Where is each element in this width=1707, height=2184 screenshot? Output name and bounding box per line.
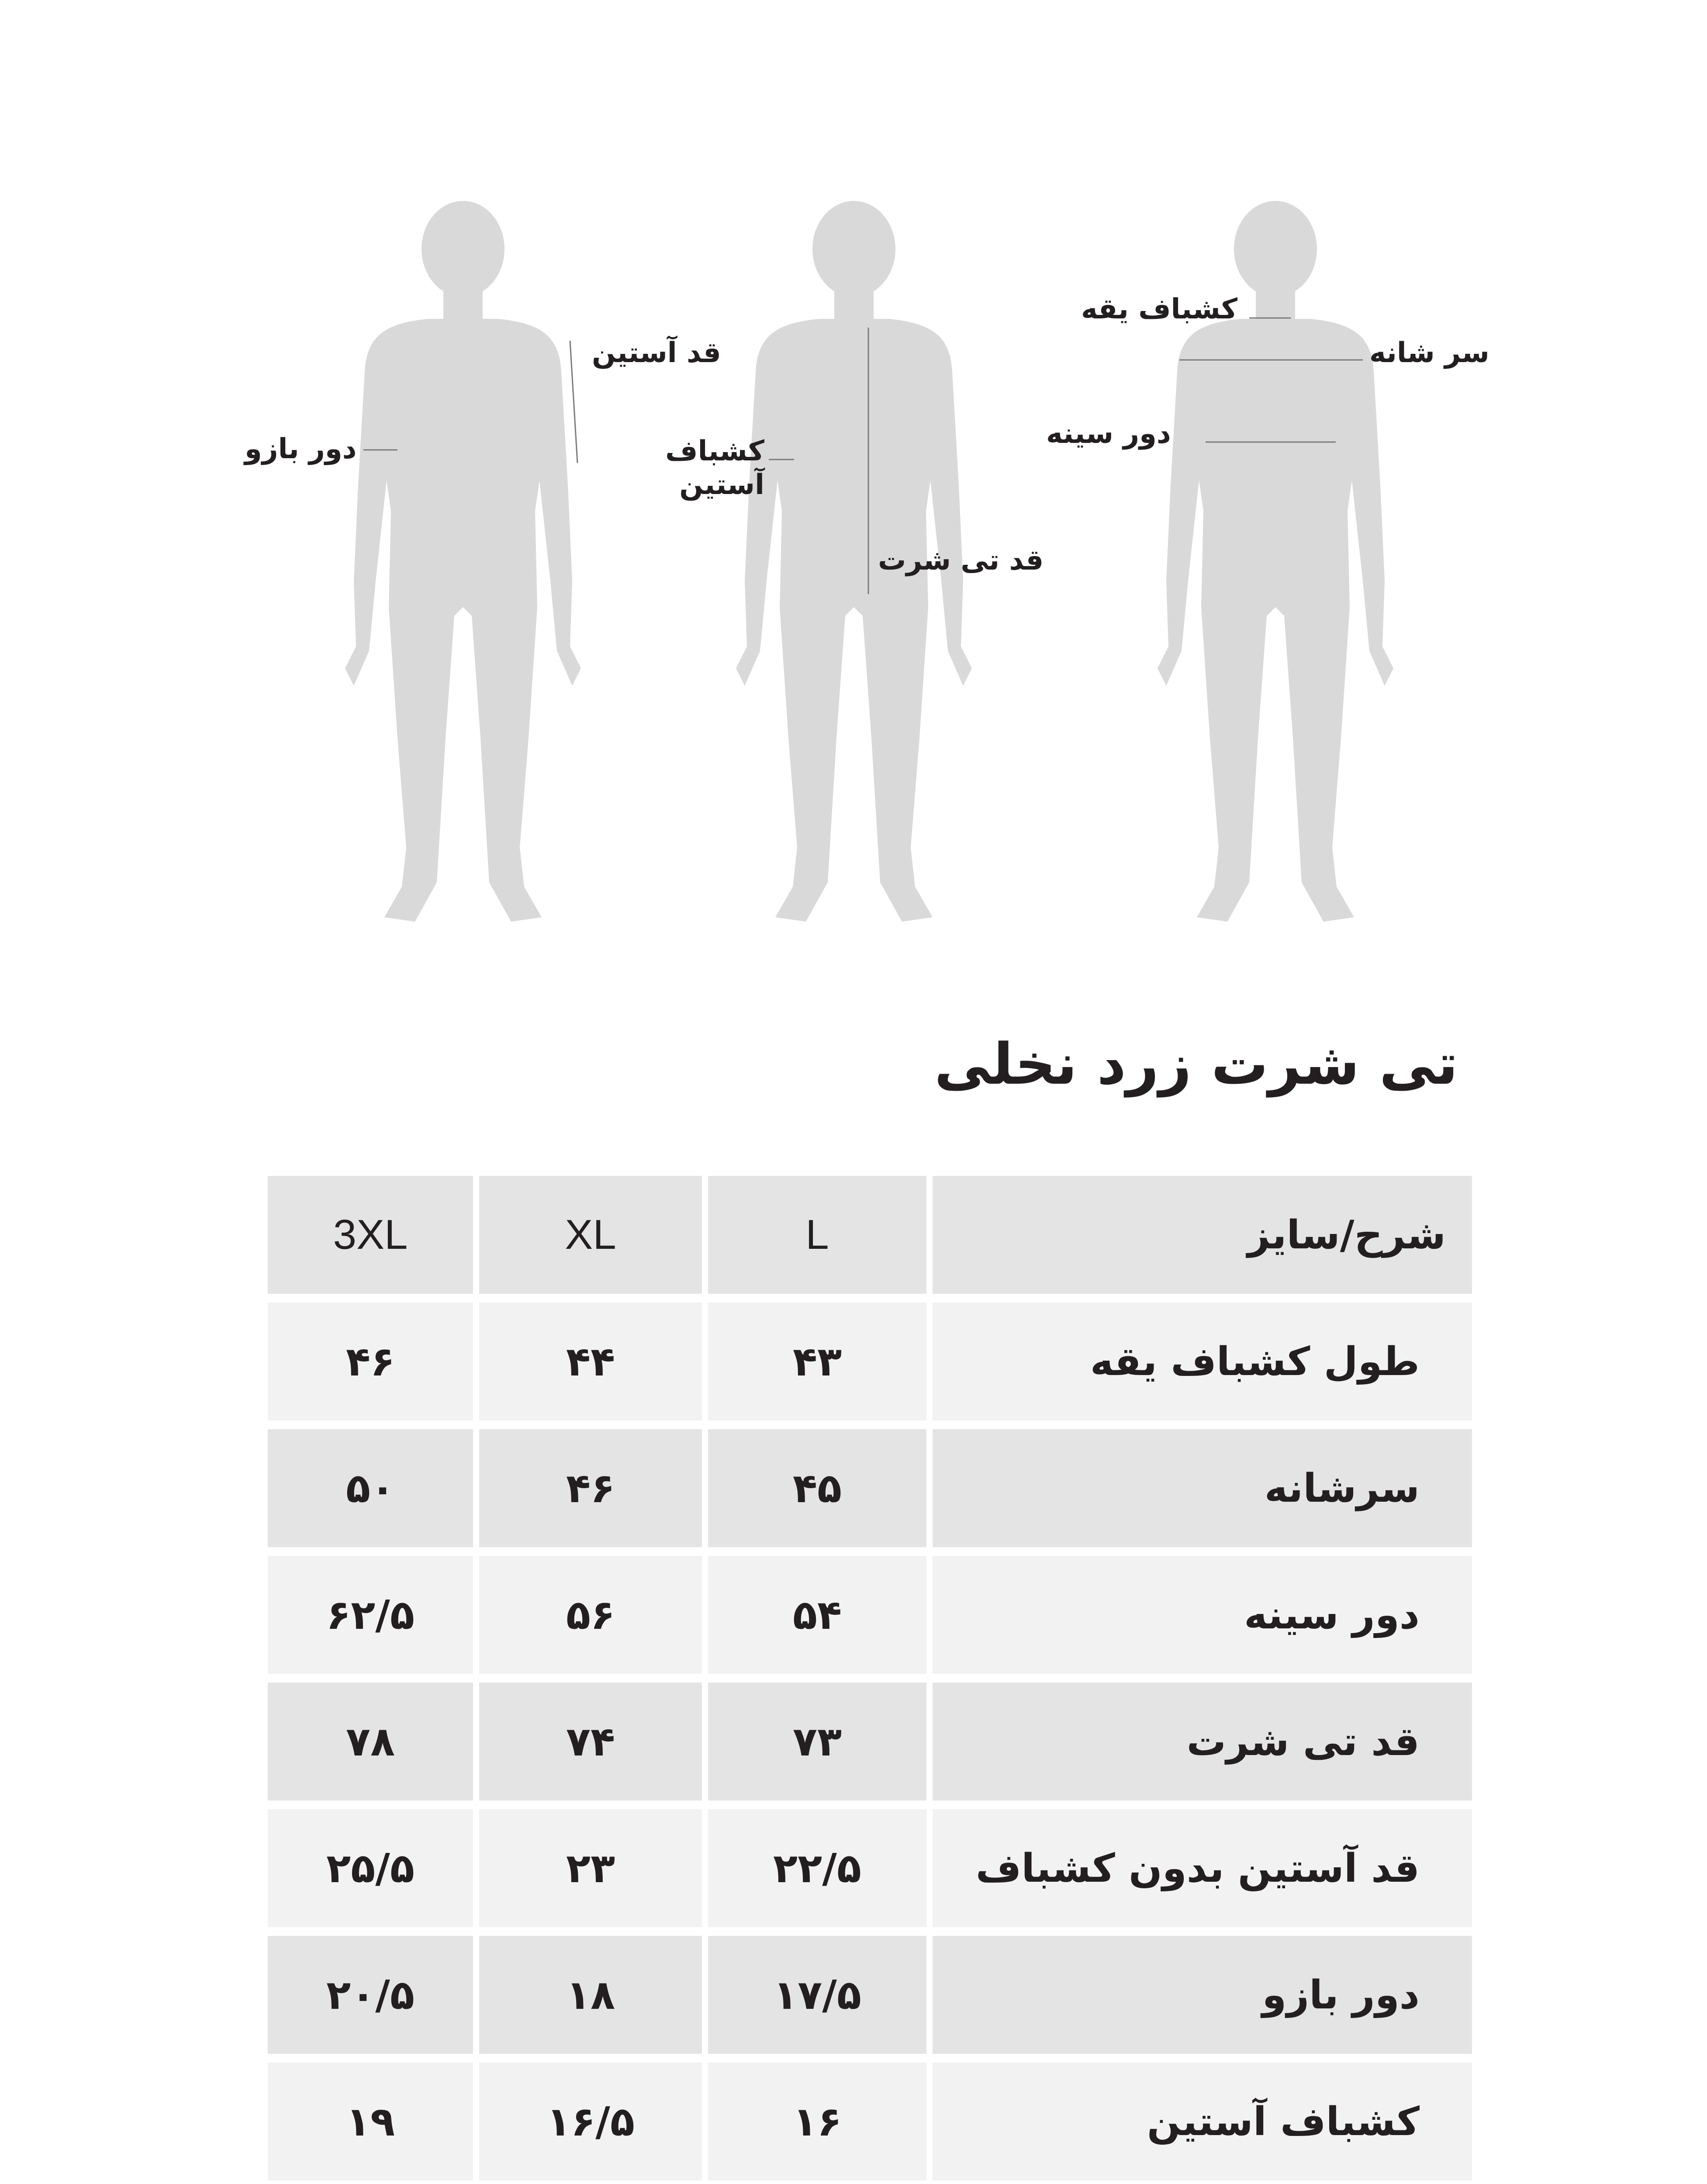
cell-3xl: ۴۶ <box>268 1303 473 1420</box>
cell-xl: ۷۴ <box>479 1683 702 1800</box>
cell-l: ۴۳ <box>708 1303 926 1420</box>
cell-l: ۷۳ <box>708 1683 926 1800</box>
label-collar-rib: کشباف یقه <box>1081 293 1238 325</box>
table-row <box>268 1936 1472 2054</box>
cell-3xl: ۲۵/۵ <box>268 1809 473 1927</box>
header-size-xl: XL <box>479 1176 702 1294</box>
row-desc: دور سینه <box>933 1556 1472 1674</box>
size-table <box>262 1167 1478 2184</box>
header-size-3xl: 3XL <box>268 1176 473 1294</box>
table-row <box>268 1303 1472 1420</box>
table-header-row <box>268 1176 1472 1294</box>
cell-l: ۱۶ <box>708 2063 926 2181</box>
header-size-l: L <box>708 1176 926 1294</box>
label-sleeve-length: قد آستین <box>592 337 721 369</box>
row-desc: کشباف آستین <box>933 2063 1472 2181</box>
cell-l: ۴۵ <box>708 1429 926 1547</box>
cell-3xl: ۱۹ <box>268 2063 473 2181</box>
table-row <box>268 1809 1472 1927</box>
label-chest-circumference: دور سینه <box>1046 418 1171 450</box>
label-tshirt-length: قد تی شرت <box>878 544 1044 577</box>
figure-left <box>345 201 581 922</box>
cell-xl: ۴۴ <box>479 1303 702 1420</box>
label-sleeve-rib: کشباف آستین <box>665 435 764 501</box>
cell-3xl: ۷۸ <box>268 1683 473 1800</box>
cell-l: ۲۲/۵ <box>708 1809 926 1927</box>
cell-3xl: ۵۰ <box>268 1429 473 1547</box>
row-desc: قد آستین بدون کشباف <box>933 1809 1472 1927</box>
table-row <box>268 2063 1472 2181</box>
row-desc: دور بازو <box>933 1936 1472 2054</box>
row-desc: طول کشباف یقه <box>933 1303 1472 1420</box>
cell-xl: ۵۶ <box>479 1556 702 1674</box>
page-title: تی شرت زرد نخلی <box>934 1031 1458 1097</box>
table-row <box>268 1429 1472 1547</box>
table-row <box>268 1556 1472 1674</box>
header-desc: شرح/سایز <box>933 1176 1472 1294</box>
cell-3xl: ۶۲/۵ <box>268 1556 473 1674</box>
label-arm-circumference: دور بازو <box>245 433 357 465</box>
table-row <box>268 1683 1472 1800</box>
cell-l: ۵۴ <box>708 1556 926 1674</box>
sleeve-length-line <box>570 341 577 463</box>
cell-xl: ۱۸ <box>479 1936 702 2054</box>
human-figures <box>0 0 1707 961</box>
row-desc: سرشانه <box>933 1429 1472 1547</box>
cell-3xl: ۲۰/۵ <box>268 1936 473 2054</box>
cell-xl: ۱۶/۵ <box>479 2063 702 2181</box>
label-shoulder: سر شانه <box>1369 337 1489 369</box>
body-measurement-diagram <box>0 0 1707 961</box>
row-desc: قد تی شرت <box>933 1683 1472 1800</box>
cell-l: ۱۷/۵ <box>708 1936 926 2054</box>
cell-xl: ۴۶ <box>479 1429 702 1547</box>
cell-xl: ۲۳ <box>479 1809 702 1927</box>
